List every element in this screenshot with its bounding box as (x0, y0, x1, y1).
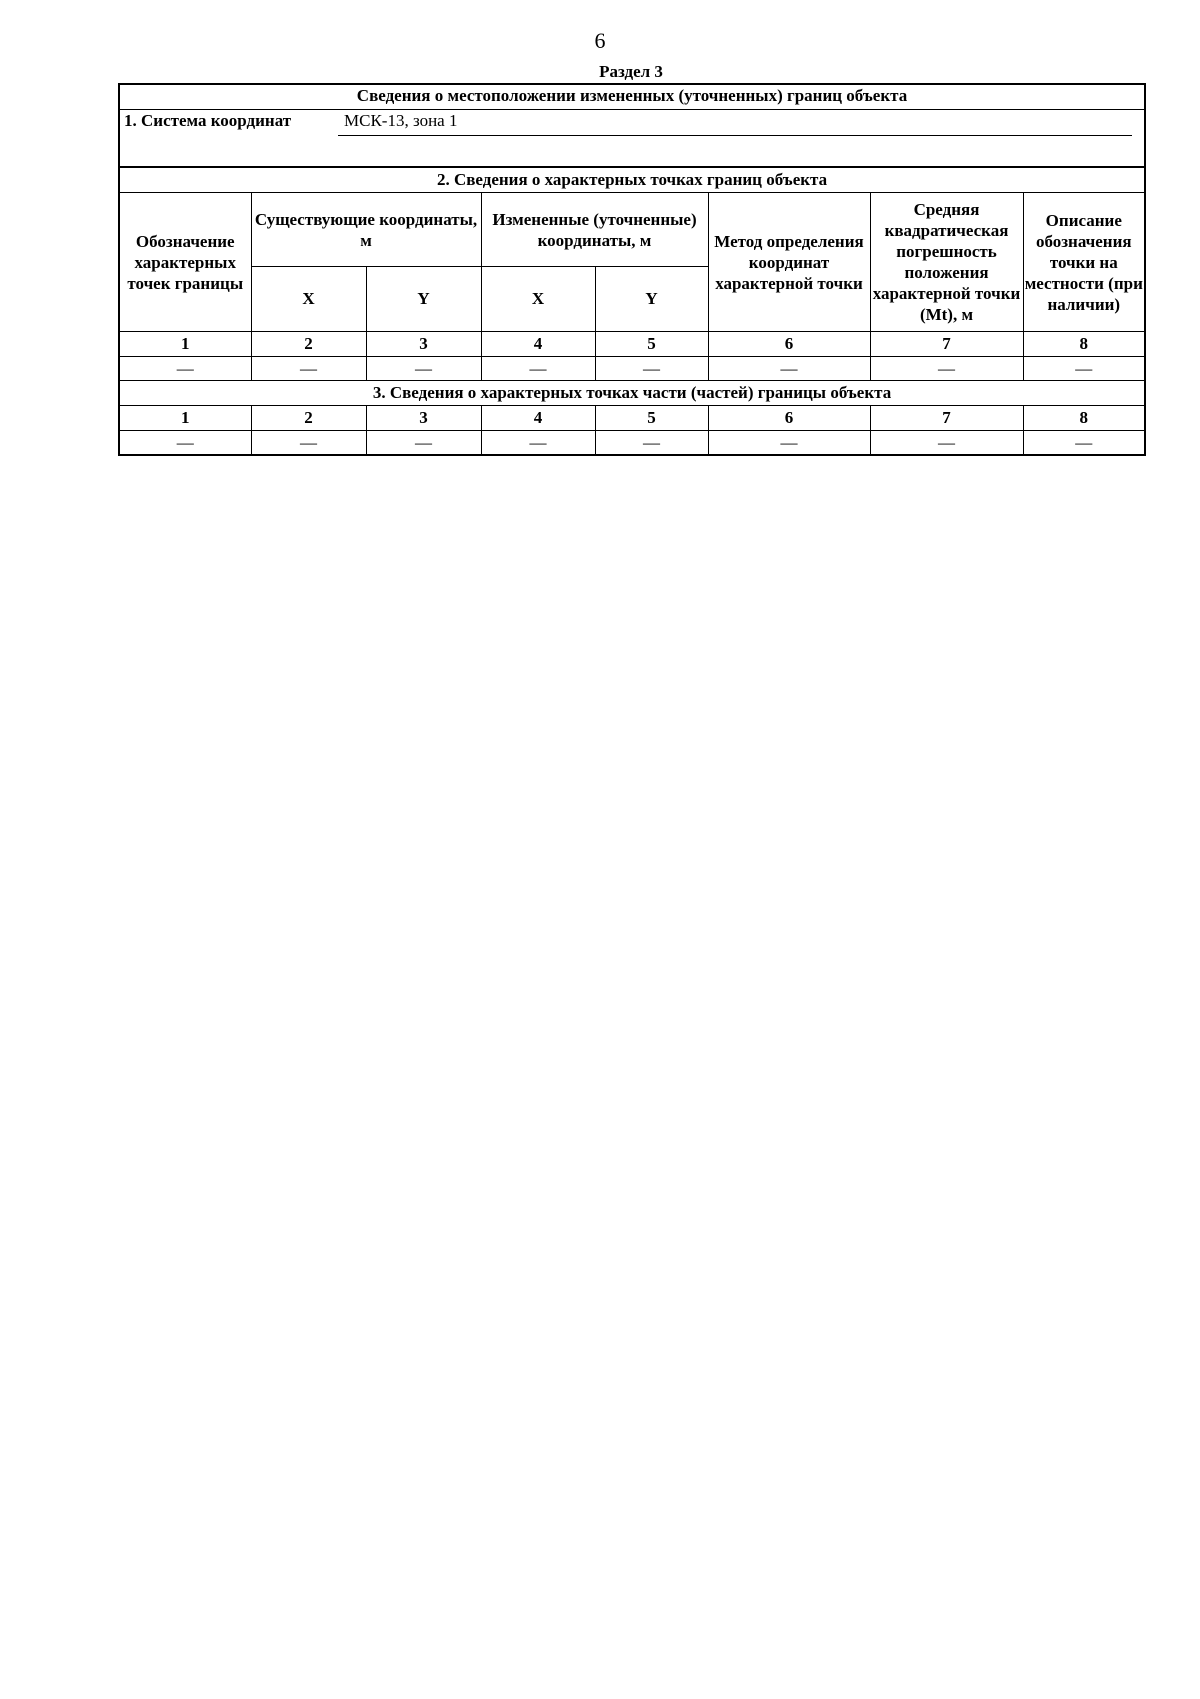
column-number: 4 (481, 406, 595, 431)
column-number: 5 (595, 332, 708, 357)
boundary-info-form (118, 83, 1146, 456)
section-title: Раздел 3 (599, 62, 663, 81)
table-cell: — (366, 357, 481, 381)
table-cell: — (595, 357, 708, 381)
table-cell: — (708, 431, 870, 455)
column-number: 1 (120, 332, 251, 357)
header-accuracy: Средняя квадратическая погрешность положения характерной точки (Mt), м (870, 193, 1023, 332)
table-row (120, 357, 1144, 381)
column-number: 7 (870, 332, 1023, 357)
part3-title: 3. Сведения о характерных точках части (частей) границы объекта (120, 381, 1144, 406)
table-cell: — (870, 357, 1023, 381)
header-changed-coordinates: Измененные (уточненные) координаты, м (481, 193, 708, 267)
table-row (120, 431, 1144, 455)
table-cell: — (481, 357, 595, 381)
column-number: 2 (251, 406, 366, 431)
table-cell: — (251, 357, 366, 381)
column-number: 3 (366, 332, 481, 357)
column-number: 2 (251, 332, 366, 357)
column-number: 7 (870, 406, 1023, 431)
column-number: 4 (481, 332, 595, 357)
column-number: 1 (120, 406, 251, 431)
header-existing-x: X (251, 267, 366, 332)
column-number: 6 (708, 332, 870, 357)
column-number: 3 (366, 406, 481, 431)
header-existing-coordinates: Существующие координаты, м (251, 193, 481, 267)
header-method: Метод определения координат характерной точки (708, 193, 870, 332)
part3-column-numbers (120, 406, 1144, 431)
table-cell: — (120, 357, 251, 381)
header-designation: Обозначение характерных точек границы (120, 193, 251, 332)
table-cell: — (366, 431, 481, 455)
table-cell: — (481, 431, 595, 455)
table-cell: — (708, 357, 870, 381)
part2-column-numbers (120, 332, 1144, 357)
column-number: 5 (595, 406, 708, 431)
table-cell: — (251, 431, 366, 455)
header-changed-y: Y (595, 267, 708, 332)
coordinate-system-underline (338, 135, 1132, 136)
column-number: 8 (1023, 332, 1144, 357)
spacer-row (120, 138, 1144, 168)
table-cell: — (870, 431, 1023, 455)
header-changed-x: X (481, 267, 595, 332)
table-cell: — (1023, 431, 1144, 455)
coordinate-system-label: 1. Система координат (124, 111, 292, 130)
form-heading: Сведения о местоположении измененных (уточненных) границ объекта (120, 85, 1144, 110)
column-number: 6 (708, 406, 870, 431)
table-cell: — (1023, 357, 1144, 381)
table-cell: — (595, 431, 708, 455)
characteristic-points-table (120, 168, 1144, 454)
header-description: Описание обозначения точки на местности (при наличии) (1023, 193, 1144, 332)
coordinate-system-value: МСК-13, зона 1 (344, 111, 458, 130)
table-cell: — (120, 431, 251, 455)
coordinate-system-row (120, 110, 1144, 138)
header-existing-y: Y (366, 267, 481, 332)
part2-title: 2. Сведения о характерных точках границ объекта (120, 168, 1144, 193)
page-number: 6 (594, 28, 606, 53)
column-number: 8 (1023, 406, 1144, 431)
